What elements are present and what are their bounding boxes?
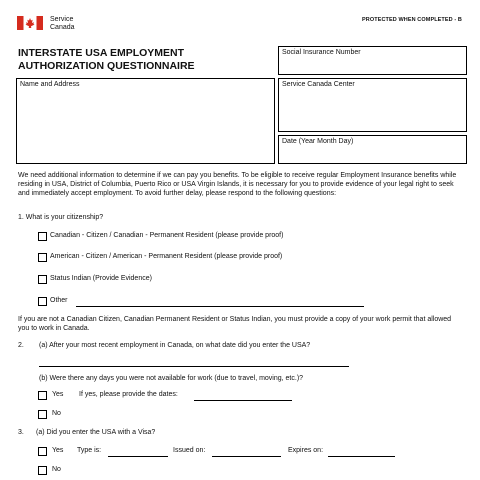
date-field[interactable] xyxy=(278,135,467,164)
brand-line-2: Canada xyxy=(50,24,75,31)
form-title-line-2: AUTHORIZATION QUESTIONNAIRE xyxy=(18,60,195,72)
q1-option-status-indian-checkbox[interactable] xyxy=(38,275,47,284)
q1-option-american-label: American - Citizen / American - Permanent Resident (please provide proof) xyxy=(50,253,283,260)
sin-label: Social Insurance Number xyxy=(282,49,361,56)
q2-no-checkbox[interactable] xyxy=(38,410,47,419)
q3a-text: (a) Did you enter the USA with a Visa? xyxy=(36,429,156,436)
q3-expires-input-line[interactable] xyxy=(328,456,395,457)
q3-yes-label: Yes xyxy=(52,447,64,454)
protected-label: PROTECTED WHEN COMPLETED - B xyxy=(362,17,462,23)
q1-text: 1. What is your citizenship? xyxy=(18,214,104,221)
q3-no-label: No xyxy=(52,466,61,473)
q3-type-label: Type is: xyxy=(77,447,102,454)
q2b-text: (b) Were there any days you were not available for work (due to travel, moving, etc.)? xyxy=(39,375,304,382)
q1-option-canadian-label: Canadian - Citizen / Canadian - Permanent Resident (please provide proof) xyxy=(50,232,284,239)
name-address-label: Name and Address xyxy=(20,81,80,88)
q2-number: 2. xyxy=(18,342,24,349)
form-title-line-1: INTERSTATE USA EMPLOYMENT xyxy=(18,47,185,59)
q3-expires-label: Expires on: xyxy=(288,447,324,454)
name-address-field[interactable] xyxy=(16,78,275,164)
q1-other-input-line[interactable] xyxy=(76,306,364,307)
q3-issued-label: Issued on: xyxy=(173,447,206,454)
form-title xyxy=(18,47,268,73)
brand-line-1: Service xyxy=(50,16,74,23)
q2-dates-input-line[interactable] xyxy=(194,400,292,401)
q1-option-american-checkbox[interactable] xyxy=(38,253,47,262)
q1-option-status-indian-label: Status Indian (Provide Evidence) xyxy=(50,275,152,282)
q2a-answer-line[interactable] xyxy=(39,366,349,367)
q3-type-input-line[interactable] xyxy=(108,456,168,457)
q2-yes-checkbox[interactable] xyxy=(38,391,47,400)
brand-wordmark xyxy=(50,16,75,32)
q3-yes-checkbox[interactable] xyxy=(38,447,47,456)
q3-issued-input-line[interactable] xyxy=(212,456,281,457)
q2-yes-detail-label: If yes, please provide the dates: xyxy=(79,391,178,398)
q2a-text: (a) After your most recent employment in Canada, on what date did you enter the USA? xyxy=(39,342,311,349)
q1-option-canadian-checkbox[interactable] xyxy=(38,232,47,241)
sin-field[interactable] xyxy=(278,46,467,75)
q1-option-other-checkbox[interactable] xyxy=(38,297,47,306)
intro-paragraph: We need additional information to determine if we can pay you benefits. To be eligible to receive regular Employment Insurance benefits while residing in USA, District of Columbia, Puerto Rico or USA Virgin Islands, it is necessary for you to provide evidence of your legal right to seek and immediately accept employment. To avoid further delay, please respond to the following questions: xyxy=(18,172,457,197)
q2-yes-label: Yes xyxy=(52,391,64,398)
q1-option-other-label: Other xyxy=(50,297,68,304)
q3-number: 3. xyxy=(18,429,24,436)
date-label: Date (Year Month Day) xyxy=(282,138,354,145)
work-permit-note: If you are not a Canadian Citizen, Canadian Permanent Resident or Status Indian, you must provide a copy of your work permit that allowed you to work in Canada. xyxy=(18,316,452,332)
service-center-label: Service Canada Center xyxy=(282,81,355,88)
q2-no-label: No xyxy=(52,410,61,417)
service-center-field[interactable] xyxy=(278,78,467,132)
q3-no-checkbox[interactable] xyxy=(38,466,47,475)
canada-flag-icon xyxy=(17,16,43,30)
